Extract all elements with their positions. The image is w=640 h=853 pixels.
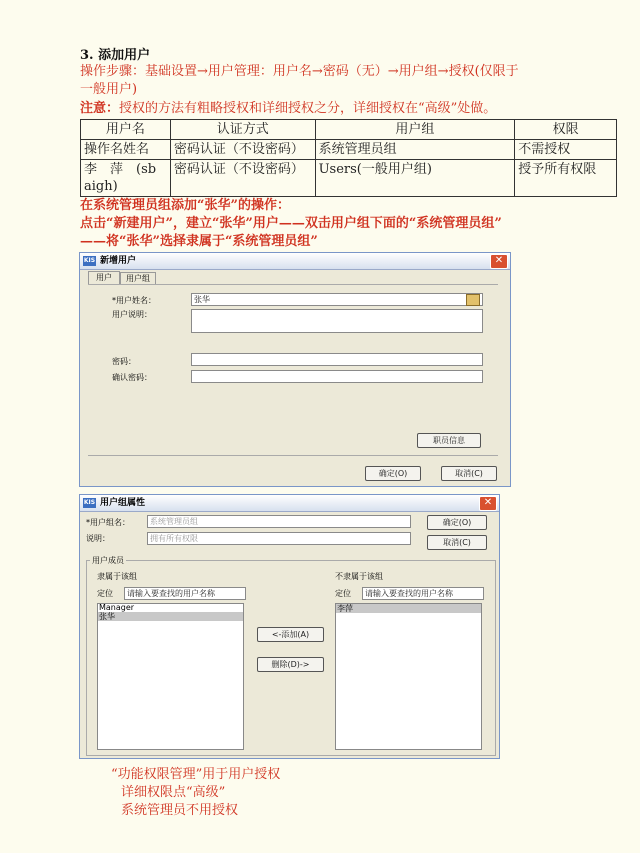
group-name-label: *用户组名： (86, 518, 130, 527)
list-item-selected[interactable]: 李萍 (336, 604, 481, 613)
username-label: *用户姓名： (112, 296, 156, 305)
password-input[interactable] (191, 353, 483, 366)
dialog-titlebar (80, 495, 499, 512)
confirm-password-input[interactable] (191, 370, 483, 383)
instruction-line-1: 在系统管理员组添加“张华”的操作： (80, 198, 290, 213)
members-label: 用户成员 (92, 556, 124, 565)
table-header: 认证方式 (170, 120, 315, 140)
note-line-2: 详细权限点“高级” (121, 785, 226, 800)
confirm-password-label: 确认密码： (112, 373, 152, 382)
locate-label: 定位 (97, 589, 113, 598)
new-user-dialog (79, 252, 511, 487)
password-label: 密码： (112, 357, 136, 366)
section-number: 3. (80, 48, 94, 63)
tab-divider (88, 284, 498, 285)
table-row (81, 160, 617, 197)
not-belong-listbox[interactable] (335, 603, 482, 750)
table-cell: Users(一般用户组) (315, 160, 515, 197)
table-row (81, 140, 617, 160)
app-logo-icon: KIS (83, 499, 96, 506)
permission-table (80, 119, 617, 197)
instruction-line-3: ——将“张华”选择隶属于“系统管理员组” (80, 234, 318, 249)
table-header-row (81, 120, 617, 140)
remove-button[interactable]: 删除(D)-> (257, 657, 324, 672)
ok-button[interactable]: 确定(O) (365, 466, 421, 481)
steps-line-2: 一般用户) (80, 82, 138, 97)
table-header: 用户组 (315, 120, 515, 140)
user-group-properties-dialog (79, 494, 500, 759)
description-label: 用户说明： (112, 310, 152, 319)
username-input[interactable]: 张华 (191, 293, 483, 306)
belong-search-input[interactable]: 请输入要查找的用户名称 (124, 587, 246, 600)
table-cell: 密码认证（不设密码） (170, 140, 315, 160)
notice-text: 授权的方法有粗略授权和详细授权之分，详细授权在“高级”处做。 (119, 101, 497, 116)
dialog-titlebar (80, 253, 510, 270)
tab-user-group[interactable]: 用户组 (120, 272, 156, 284)
tab-user[interactable]: 用户 (88, 271, 120, 284)
table-cell: 李 萍 (sb aigh) (81, 160, 171, 197)
footer-divider (88, 455, 498, 456)
table-cell: 系统管理员组 (315, 140, 515, 160)
belong-label: 隶属于该组 (97, 572, 137, 581)
steps-line-1: 操作步骤：基础设置→用户管理：用户名→密码（无）→用户组→授权(仅限于 (80, 64, 519, 79)
notice (80, 100, 496, 118)
list-item-selected[interactable]: 张华 (98, 612, 243, 621)
note-line-3: 系统管理员不用授权 (121, 803, 239, 818)
app-logo-icon: KIS (83, 257, 96, 264)
dialog-title: 新增用户 (100, 256, 137, 266)
locate-label: 定位 (335, 589, 351, 598)
notice-label: 注意： (80, 101, 120, 116)
cancel-button[interactable]: 取消(C) (441, 466, 497, 481)
close-icon[interactable]: ✕ (490, 254, 508, 269)
not-belong-search-input[interactable]: 请输入要查找的用户名称 (362, 587, 484, 600)
section-title: 添加用户 (98, 48, 151, 63)
table-header: 用户名 (81, 120, 171, 140)
group-name-input[interactable]: 系统管理员组 (147, 515, 411, 528)
instruction-line-2: 点击“新建用户”，建立“张华”用户——双击用户组下面的“系统管理员组” (80, 216, 502, 231)
section-heading (80, 44, 150, 63)
staff-info-button[interactable]: 职员信息 (417, 433, 481, 448)
table-cell: 密码认证（不设密码） (170, 160, 315, 197)
table-cell: 不需授权 (515, 140, 617, 160)
not-belong-label: 不隶属于该组 (335, 572, 383, 581)
description-label: 说明： (86, 534, 110, 543)
belong-listbox[interactable] (97, 603, 244, 750)
list-item[interactable]: Manager (99, 603, 135, 612)
close-icon[interactable]: ✕ (479, 496, 497, 511)
cancel-button[interactable]: 取消(C) (427, 535, 487, 550)
folder-icon[interactable] (466, 294, 480, 306)
table-header: 权限 (515, 120, 617, 140)
ok-button[interactable]: 确定(O) (427, 515, 487, 530)
dialog-title: 用户组属性 (100, 498, 146, 508)
description-input[interactable] (191, 309, 483, 333)
add-button[interactable]: <-添加(A) (257, 627, 324, 642)
table-cell: 操作名姓名 (81, 140, 171, 160)
table-cell: 授予所有权限 (515, 160, 617, 197)
note-line-1: “功能权限管理”用于用户授权 (111, 767, 281, 782)
description-input[interactable]: 拥有所有权限 (147, 532, 411, 545)
